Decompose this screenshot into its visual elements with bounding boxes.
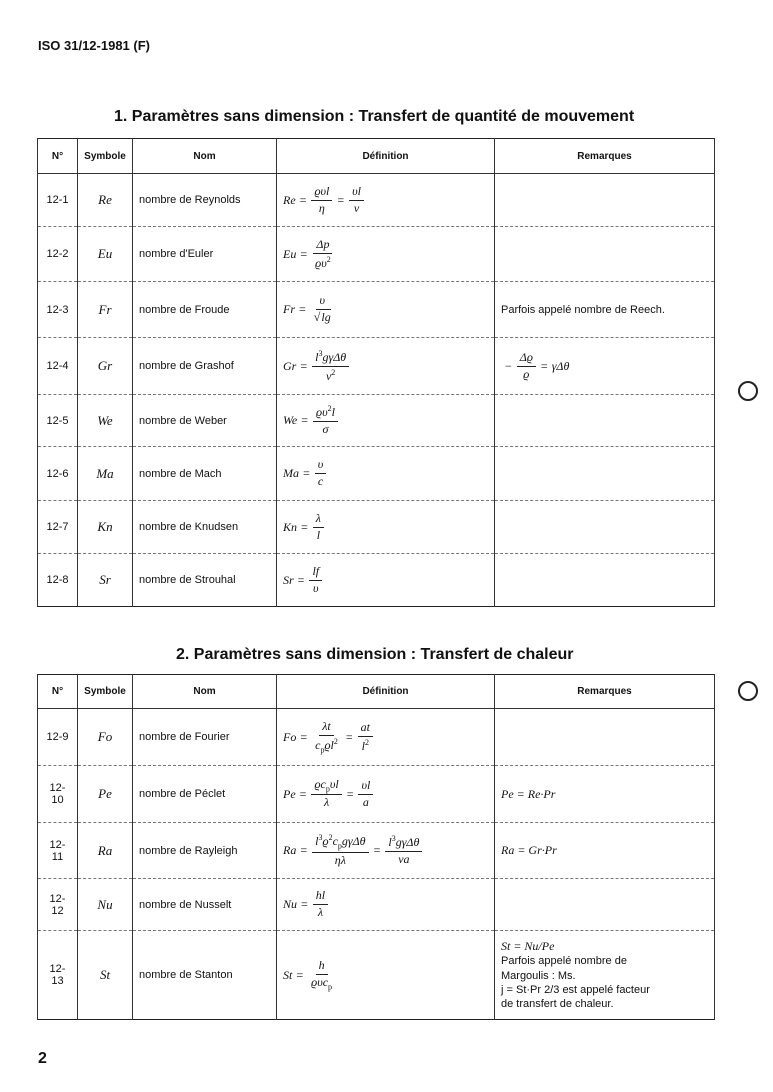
row-remark — [495, 931, 715, 1020]
col-header-remarques: Remarques — [495, 139, 715, 174]
remark-line: St = Nu/Pe — [501, 938, 555, 953]
document-id: ISO 31/12-1981 (F) — [38, 38, 150, 53]
col-header-num: N° — [38, 675, 78, 709]
row-symbol: Sr — [78, 554, 133, 607]
row-symbol: Gr — [78, 338, 133, 395]
row-definition — [277, 879, 495, 931]
section2-title: 2. Paramètres sans dimension : Transfert de chaleur — [176, 646, 574, 663]
col-header-definition: Définition — [277, 139, 495, 174]
remark-formula: Ra = Gr·Pr — [501, 843, 557, 857]
col-header-num: N° — [38, 139, 78, 174]
row-nom: nombre de Stanton — [133, 931, 277, 1020]
momentum-transfer-table — [37, 138, 715, 607]
table-row — [38, 282, 715, 338]
table-row — [38, 395, 715, 447]
row-remark — [495, 447, 715, 501]
table-row — [38, 554, 715, 607]
row-num: 12-6 — [38, 447, 78, 501]
table-row — [38, 931, 715, 1020]
col-header-definition: Définition — [277, 675, 495, 709]
table-row — [38, 447, 715, 501]
page-number: 2 — [38, 1050, 47, 1067]
formula-strouhal: Sr = $\frac{lf}{\upsilon}$ — [283, 565, 323, 596]
row-definition — [277, 174, 495, 227]
row-symbol: Nu — [78, 879, 133, 931]
col-header-nom: Nom — [133, 675, 277, 709]
row-nom: nombre de Péclet — [133, 766, 277, 823]
row-num: 12-4 — [38, 338, 78, 395]
remark-line: Parfois appelé nombre de — [501, 955, 627, 968]
row-remark — [495, 338, 715, 395]
row-definition — [277, 823, 495, 879]
row-nom: nombre de Knudsen — [133, 501, 277, 554]
table-row — [38, 766, 715, 823]
row-nom: nombre de Rayleigh — [133, 823, 277, 879]
row-definition — [277, 766, 495, 823]
punch-hole — [738, 681, 758, 701]
heat-transfer-table — [37, 674, 715, 1020]
table-row — [38, 879, 715, 931]
remark-line: j = St·Pr 2/3 est appelé facteur — [501, 983, 650, 996]
row-nom: nombre d'Euler — [133, 227, 277, 282]
row-remark — [495, 554, 715, 607]
table-row — [38, 227, 715, 282]
section1-title: 1. Paramètres sans dimension : Transfert de quantité de mouvement — [114, 108, 635, 125]
row-nom: nombre de Reynolds — [133, 174, 277, 227]
remark-line: de transfert de chaleur. — [501, 998, 614, 1011]
row-remark — [495, 174, 715, 227]
row-symbol: Pe — [78, 766, 133, 823]
row-definition — [277, 709, 495, 766]
punch-hole — [738, 381, 758, 401]
remark-formula: Pe = Re·Pr — [501, 786, 556, 801]
table-header-row — [38, 139, 715, 174]
row-symbol: We — [78, 395, 133, 447]
row-remark — [495, 709, 715, 766]
row-symbol: St — [78, 931, 133, 1020]
remark-line: Margoulis : Ms. — [501, 969, 576, 982]
row-remark — [495, 823, 715, 879]
col-header-symbol: Symbole — [78, 675, 133, 709]
row-remark — [495, 766, 715, 823]
row-symbol: Eu — [78, 227, 133, 282]
col-header-nom: Nom — [133, 139, 277, 174]
row-nom: nombre de Grashof — [133, 338, 277, 395]
col-header-symbol: Symbole — [78, 139, 133, 174]
row-definition — [277, 554, 495, 607]
row-num: 12-11 — [38, 823, 78, 879]
formula-knudsen: Kn = $\frac{\lambda}{l}$ — [283, 512, 325, 543]
row-remark — [495, 501, 715, 554]
row-remark: Parfois appelé nombre de Reech. — [495, 282, 715, 338]
formula-mach: Ma = $\frac{\upsilon}{c}$ — [283, 458, 327, 489]
row-nom: nombre de Weber — [133, 395, 277, 447]
formula-stanton: St = $\frac{h}{ϱ\upsilon c_p}$ — [283, 957, 333, 991]
row-num: 12-9 — [38, 709, 78, 766]
row-num: 12-13 — [38, 931, 78, 1020]
row-nom: nombre de Froude — [133, 282, 277, 338]
row-definition — [277, 931, 495, 1020]
row-remark — [495, 395, 715, 447]
row-num: 12-8 — [38, 554, 78, 607]
row-num: 12-7 — [38, 501, 78, 554]
formula-fourier: Fo = $\frac{\lambda t}{c_pϱl^2}$ = $\frac{at}{l^2}$ — [283, 720, 374, 754]
row-remark — [495, 227, 715, 282]
formula-peclet: Pe = $\frac{ϱc_p\upsilon l}{\lambda}$ = $\frac{\upsilon l}{a}$ — [283, 778, 374, 810]
row-definition — [277, 447, 495, 501]
formula-euler: Eu = $\frac{\Delta p}{ϱ\upsilon^2}$ — [283, 236, 331, 270]
row-symbol: Fr — [78, 282, 133, 338]
row-num: 12-5 — [38, 395, 78, 447]
row-num: 12-12 — [38, 879, 78, 931]
row-definition — [277, 227, 495, 282]
row-num: 12-2 — [38, 227, 78, 282]
row-nom: nombre de Fourier — [133, 709, 277, 766]
row-symbol: Kn — [78, 501, 133, 554]
row-num: 12-1 — [38, 174, 78, 227]
row-definition — [277, 501, 495, 554]
col-header-remarques: Remarques — [495, 675, 715, 709]
row-symbol: Re — [78, 174, 133, 227]
row-symbol: Ma — [78, 447, 133, 501]
table-row — [38, 338, 715, 395]
row-nom: nombre de Nusselt — [133, 879, 277, 931]
remark-formula-grashof: − $\frac{\Delta ϱ}{ϱ}$ = γΔθ — [505, 349, 570, 381]
row-nom: nombre de Strouhal — [133, 554, 277, 607]
table-header-row — [38, 675, 715, 709]
row-definition — [277, 395, 495, 447]
row-definition — [277, 338, 495, 395]
row-definition — [277, 282, 495, 338]
formula-grashof: Gr = $\frac{l^3g\gamma\Delta\theta}{\nu^2}$ — [283, 349, 350, 384]
table-row — [38, 501, 715, 554]
row-remark — [495, 879, 715, 931]
row-num: 12-3 — [38, 282, 78, 338]
formula-weber: We = $\frac{ϱ\upsilon^2l}{\sigma}$ — [283, 404, 339, 437]
formula-rayleigh: Ra = $\frac{l^3ϱ^2c_pg\gamma\Delta\theta}{\eta\lambda}$ = $\frac{l^3g\gamma\Delta\theta}{\nu a}$ — [283, 833, 423, 867]
table-row — [38, 709, 715, 766]
table-row — [38, 174, 715, 227]
row-symbol: Fo — [78, 709, 133, 766]
formula-nusselt: Nu = $\frac{hl}{\lambda}$ — [283, 889, 329, 920]
row-symbol: Ra — [78, 823, 133, 879]
table-row — [38, 823, 715, 879]
formula-reynolds: Re = $\frac{\text{ϱυl}}{\eta}$ = $\frac{\upsilon l}{\nu}$ — [283, 185, 365, 216]
formula-froude: Fr = $\frac{\upsilon}{√\lg}$ — [283, 293, 331, 324]
row-nom: nombre de Mach — [133, 447, 277, 501]
row-num: 12-10 — [38, 766, 78, 823]
